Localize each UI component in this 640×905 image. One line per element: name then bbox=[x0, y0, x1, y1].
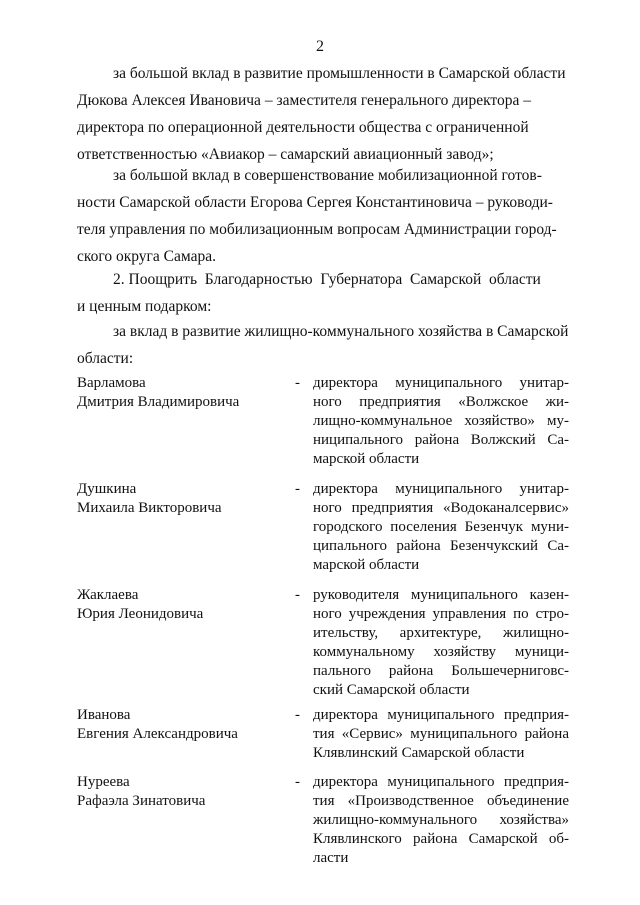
awardee-name bbox=[77, 586, 287, 624]
position-line: директора муниципального предприя- bbox=[313, 707, 569, 723]
awardee-given-names: Евгения Александровича bbox=[77, 726, 238, 742]
awardee-entry bbox=[77, 586, 569, 698]
awardee-given-names: Михаила Викторовича bbox=[77, 500, 222, 516]
text-line: и ценным подарком: bbox=[77, 298, 212, 315]
position-line: директора муниципального унитар- bbox=[313, 375, 569, 391]
awardee-surname: Душкина bbox=[77, 481, 137, 497]
position-line: ниципального района Волжский Са- bbox=[313, 432, 569, 448]
page-number: 2 bbox=[316, 38, 324, 55]
position-line: тия «Производственное объединение bbox=[313, 793, 569, 809]
position-line: Клявлинского района Самарской об- bbox=[313, 831, 569, 847]
position-line: ципального района Безенчукский Са- bbox=[313, 538, 569, 554]
position-line: лищно-коммунальное хозяйство» му- bbox=[313, 413, 569, 429]
text-line: ответственностью «Авиакор – самарский авиационный завод»; bbox=[77, 146, 494, 163]
position-line: ский Самарской области bbox=[313, 682, 470, 698]
text-line: Дюкова Алексея Ивановича – заместителя генерального директора – bbox=[77, 92, 531, 109]
paragraph-award-housing bbox=[77, 318, 569, 372]
position-line: директора муниципального унитар- bbox=[313, 481, 569, 497]
position-line: марской области bbox=[313, 557, 420, 573]
text-line: за вклад в развитие жилищно-коммунального хозяйства в Самарской bbox=[113, 323, 569, 340]
awardee-position bbox=[313, 773, 569, 868]
awardee-position bbox=[313, 374, 569, 469]
awardee-entry bbox=[77, 773, 569, 873]
position-line: ительству, архитектуре, жилищно- bbox=[313, 625, 569, 641]
text-line: 2. Поощрить Благодарностью Губернатора Самарской области bbox=[113, 271, 541, 288]
text-line: за большой вклад в развитие промышленности в Самарской области bbox=[113, 65, 566, 82]
awardee-position bbox=[313, 586, 569, 700]
awardee-name bbox=[77, 773, 287, 811]
awardee-given-names: Дмитрия Владимировича bbox=[77, 394, 240, 410]
awardee-name bbox=[77, 480, 287, 518]
awardee-surname: Жаклаева bbox=[77, 587, 139, 603]
paragraph-award-mobilization bbox=[77, 162, 569, 270]
awardee-dash: - bbox=[295, 375, 300, 391]
position-line: Клявлинский Самарской области bbox=[313, 745, 525, 761]
awardee-given-names: Юрия Леонидовича bbox=[77, 606, 204, 622]
position-line: ного предприятия «Водоканалсервис» bbox=[313, 500, 569, 516]
paragraph-item-2 bbox=[77, 266, 569, 320]
awardee-position bbox=[313, 480, 569, 575]
position-line: тия «Сервис» муниципального района bbox=[313, 726, 569, 742]
position-line: городского поселения Безенчук муни- bbox=[313, 519, 569, 535]
awardee-entry bbox=[77, 374, 569, 474]
position-line: руководителя муниципального казен- bbox=[313, 587, 569, 603]
position-line: пального района Большечерниговс- bbox=[313, 663, 569, 679]
position-line: директора муниципального предприя- bbox=[313, 774, 569, 790]
awardee-dash: - bbox=[295, 587, 300, 603]
position-line: ного предприятия «Волжское жи- bbox=[313, 394, 569, 410]
text-line: ского округа Самара. bbox=[77, 248, 216, 265]
position-line: жилищно-коммунального хозяйства» bbox=[313, 812, 569, 828]
awardee-given-names: Рафаэла Зинатовича bbox=[77, 793, 206, 809]
text-line: за большой вклад в совершенствование мобилизационной готов- bbox=[113, 167, 542, 184]
position-line: марской области bbox=[313, 451, 420, 467]
position-line: ного учреждения управления по стро- bbox=[313, 606, 569, 622]
awardee-entry bbox=[77, 480, 569, 580]
awardee-position bbox=[313, 706, 569, 763]
awardee-dash: - bbox=[295, 707, 300, 723]
text-line: области: bbox=[77, 350, 134, 367]
awardee-name bbox=[77, 706, 287, 744]
paragraph-award-industry bbox=[77, 60, 569, 168]
position-line: коммунальному хозяйству муници- bbox=[313, 644, 569, 660]
awardee-name bbox=[77, 374, 287, 412]
awardee-surname: Варламова bbox=[77, 375, 146, 391]
position-line: ласти bbox=[313, 850, 349, 866]
awardee-surname: Нуреева bbox=[77, 774, 130, 790]
awardee-dash: - bbox=[295, 774, 300, 790]
awardee-surname: Иванова bbox=[77, 707, 131, 723]
text-line: директора по операционной деятельности общества с ограниченной bbox=[77, 119, 529, 136]
text-line: теля управления по мобилизационным вопросам Администрации город- bbox=[77, 221, 557, 238]
text-line: ности Самарской области Егорова Сергея Константиновича – руководи- bbox=[77, 194, 553, 211]
awardee-dash: - bbox=[295, 481, 300, 497]
